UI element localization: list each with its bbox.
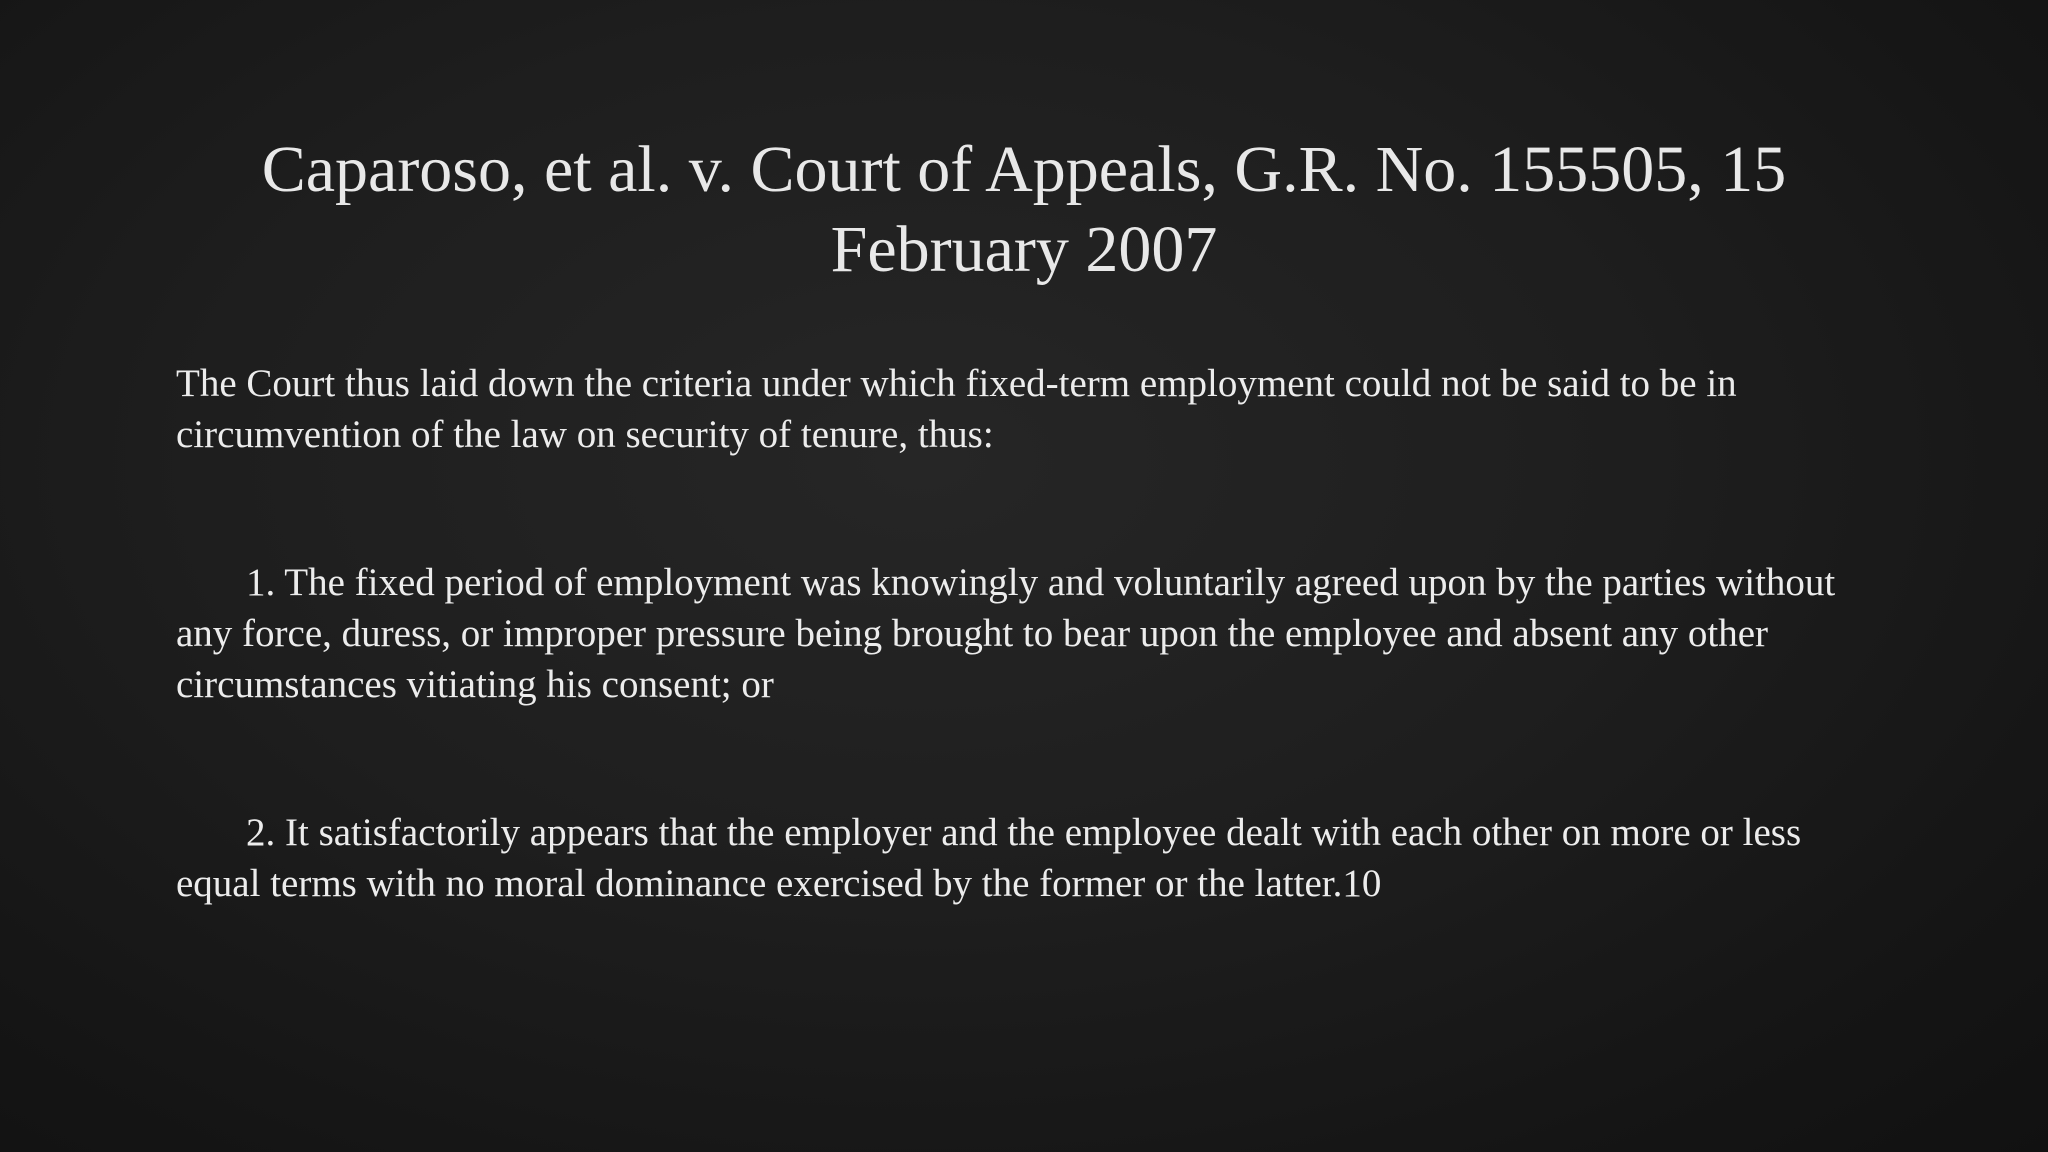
intro-paragraph: The Court thus laid down the criteria under which fixed-term employment could not be said to be in circumvention of the law on security of tenure, thus: [176,362,1737,456]
criterion-2-paragraph: 2. It satisfactorily appears that the employer and the employee dealt with each other on more or less equal terms with no moral dominance exercised by the former or the latter.10 [176,811,1802,905]
slide-body [176,358,1876,909]
slide-title: Caparoso, et al. v. Court of Appeals, G.R. No. 155505, 15 February 2007 [261,133,1787,286]
criterion-1-paragraph: 1. The fixed period of employment was knowingly and voluntarily agreed upon by the parties without any force, duress, or improper pressure being brought to bear upon the employee and absent any other circumstances vitiating his consent; or [176,561,1836,706]
